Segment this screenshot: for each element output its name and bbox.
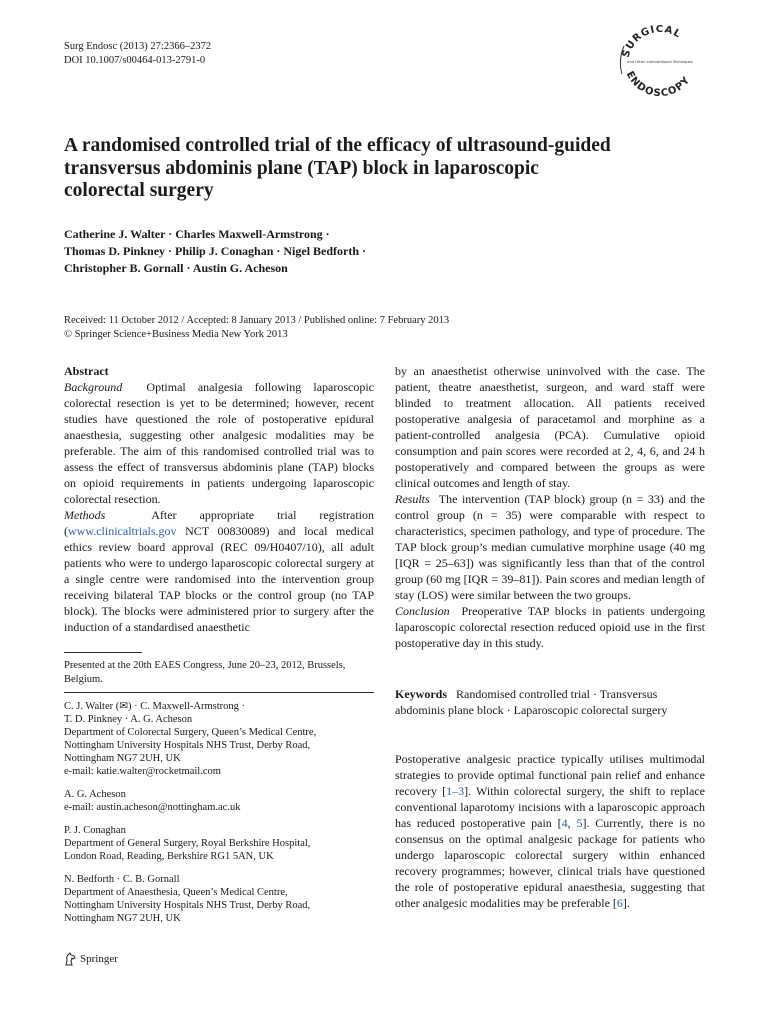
results-text: The intervention (TAP block) group (n = 33) and the control group (n = 35) were comparable with respect to characteristics, specimen pathology, and type of procedure. The TAP block group’s median cumulative morphine usage (40 mg [IQR = 25–63]) was significantly less than that of the control group (60 mg [IQR = 39–81]). Pain scores and median length of stay (LOS) were similar between the two groups. [395,492,705,602]
affiliation-rule [64,692,374,693]
copyright-line: © Springer Science+Business Media New York 2013 [64,329,288,340]
journal-logo [610,14,710,104]
publisher-footer [64,951,118,967]
abstract-conclusion [395,603,705,651]
affiliation-line: Nottingham University Hospitals NHS Trust, Derby Road, [64,740,311,751]
affiliation-line: Department of Colorectal Surgery, Queen’s Medical Centre, [64,727,317,738]
logo-middle-text: and Other Interventional Techniques [627,60,693,64]
affiliations [64,700,374,925]
affiliation-line: C. J. Walter (✉) · C. Maxwell-Armstrong · [64,701,245,712]
springer-horse-icon [64,952,77,966]
abstract-right-column [395,363,705,651]
affiliation-line: Nottingham University Hospitals NHS Trust, Derby Road, [64,900,311,911]
affiliation-block [64,824,374,863]
citation-link[interactable]: 6 [616,896,623,910]
logo-bottom-text: ENDOSCOPY [623,69,693,100]
affiliation-line: London Road, Reading, Berkshire RG1 5AN, UK [64,851,274,862]
abstract-heading: Abstract [64,364,109,378]
author-list [64,226,704,277]
affiliation-block [64,873,374,925]
doi[interactable]: DOI 10.1007/s00464-013-2791-0 [64,55,206,66]
citation-link[interactable]: 5 [576,816,583,830]
svg-text:ENDOSCOPY [624,70,693,100]
svg-text:SURGICAL [621,24,683,59]
affiliation-line: N. Bedforth · C. B. Gornall [64,874,180,885]
abstract-left-column [64,363,374,635]
affiliation-block [64,788,374,814]
title-line: transversus abdominis plane (TAP) block in laparoscopic [64,157,539,179]
introduction [395,751,705,911]
intro-text: ]. Currently, there is no consensus on the optimal analgesic package for patients who undergo laparoscopic colorectal surgery within enhanced recovery programmes; however, clinical trials have questioned the role of postoperative epidural anaesthesia, suggesting that other analgesic modalities may be preferable [ [395,816,706,910]
affiliation-block [64,700,374,778]
background-label: Background [64,380,123,394]
affiliation-line: Department of General Surgery, Royal Berkshire Hospital, [64,838,311,849]
abstract-continuation: by an anaesthetist otherwise uninvolved with the case. The patient, theatre anaesthetist, surgeon, and ward staff were blinded to treatment allocation. All patients received postoperative analgesia of paracetamol and morphine as a patient-controlled analgesia (PCA). Cumulative opioid consumption and pain scores were recorded at 2, 4, 6, and 24 h postoperatively and compared between the groups as were clinical outcomes and length of stay. [395,364,705,490]
conclusion-label: Conclusion [395,604,450,618]
email-link[interactable]: e-mail: austin.acheson@nottingham.ac.uk [64,802,241,813]
dates-line: Received: 11 October 2012 / Accepted: 8 January 2013 / Published online: 7 February 2013 [64,315,450,326]
publisher-name: Springer [80,953,118,965]
author-line: Catherine J. Walter · Charles Maxwell-Armstrong · [64,227,330,241]
background-text: Optimal analgesia following laparoscopic colorectal resection is yet to be determined; however, recent studies have questioned the role of postoperative epidural anaesthesia, suggesting other analgesic modalities may be preferable. The aim of this randomised controlled trial was to assess the effect of transversus abdominis plane (TAP) blocks on opioid requirements in patients undergoing laparoscopic colorectal resection. [64,380,374,506]
citation-link[interactable]: 4 [561,816,568,830]
affiliation-line: Department of Anaesthesia, Queen’s Medical Centre, [64,887,288,898]
intro-paragraph [395,751,705,911]
results-label: Results [395,492,430,506]
affiliation-line: T. D. Pinkney · A. G. Acheson [64,714,193,725]
conclusion-text: Preoperative TAP blocks in patients undergoing laparoscopic colorectal resection reduced opioid use in the first postoperative day in this study. [395,604,705,650]
email-link[interactable]: e-mail: katie.walter@rocketmail.com [64,766,221,777]
keywords-label: Keywords [395,687,447,701]
clinicaltrials-link[interactable]: www.clinicaltrials.gov [68,524,177,538]
intro-text: ]. Within colorectal surgery, the shift to replace conventional laparotomy incisions with a laparoscopic approach has reduced postoperative pain [ [395,784,705,830]
methods-label: Methods [64,508,106,522]
intro-text: ]. [622,896,630,910]
title-line: colorectal surgery [64,180,214,201]
intro-text: , [567,816,577,830]
intro-text: Postoperative analgesic practice typically utilises multimodal strategies to provide optimal functional pain relief and enhance recovery [ [395,752,705,798]
presented-footnote: Presented at the 20th EAES Congress, June 20–23, 2012, Brussels, Belgium. [64,660,346,685]
methods-text-1: After appropriate trial registration ( [64,508,375,538]
logo-top-text: SURGICAL [620,23,684,59]
article-title [64,135,704,203]
author-line: Thomas D. Pinkney · Philip J. Conaghan · Nigel Bedforth · [64,244,367,258]
affiliation-line: A. G. Acheson [64,789,126,800]
surgical-endoscopy-logo [610,14,710,104]
journal-citation: Surg Endosc (2013) 27:2366–2372 [64,41,212,52]
affiliation-line: Nottingham NG7 2UH, UK [64,753,181,764]
affiliation-line: Nottingham NG7 2UH, UK [64,913,181,924]
methods-text-2: NCT 00830089) and local medical ethics review board approval (REC 09/H0407/10), all adult patients who were to undergo laparoscopic colorectal surgery at a single centre were randomised into the intervention group receiving bilateral TAP blocks or the control group (no TAP block). The blocks were administered prior to surgery after the induction of a standardised anaesthetic [64,524,374,634]
publication-dates [64,314,704,342]
keywords [395,686,705,718]
affiliation-line: P. J. Conaghan [64,825,126,836]
abstract-background [64,379,374,507]
citation-link[interactable]: 1–3 [446,784,465,798]
footnote-rule [64,652,142,653]
keywords-text: Randomised controlled trial · Transversus abdominis plane block · Laparoscopic colorectal surgery [395,687,668,717]
abstract-methods [64,507,374,635]
abstract-results [395,491,705,603]
title-line: A randomised controlled trial of the efficacy of ultrasound-guided [64,135,611,156]
author-line: Christopher B. Gornall · Austin G. Acheson [64,261,288,275]
